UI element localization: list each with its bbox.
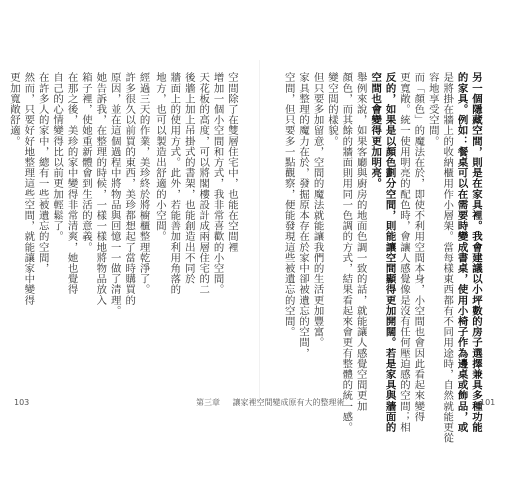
text-line: 後牆上加上吊掛式的書架，也能創造出不同於 (182, 72, 195, 284)
text-line: 空間也會變得更加明亮。 (369, 72, 382, 189)
text-line: 容地享受空間。 (426, 72, 439, 147)
text-line: 自己的心情變得比以前更加輕鬆了。 (51, 72, 64, 242)
text-line: 箱子裡，使她重新體會到生活的意義。 (79, 72, 92, 253)
text-line: 在許多人的家中，總有一些被遺忘的空間， (36, 72, 49, 274)
left-page-number: 103 (14, 398, 30, 407)
text-line: 更加寬敞舒適。 (7, 72, 20, 147)
text-line: 空間除了在雙層住宅中，也能在空間裡 (226, 72, 238, 253)
text-line: 的家具。例如：餐桌可以在需要時變成書桌，使用小椅子作為邊桌或飾品，或 (455, 72, 468, 433)
chapter-title: 讓家裡空間變成原有大的整理術 (232, 398, 345, 407)
text-line: 而「顏色」的魔法在於，即使不利用空間本身，小空間也會因此看起來變得 (412, 72, 425, 422)
text-line: 經過三天的作業，美珍終於將櫥櫃整理乾淨了。 (137, 72, 150, 295)
text-line: 原因，並在這個過程中將物品與回憶一一做了清理。 (108, 72, 121, 316)
text-line: 許多很久以前買的東西，美珍都想起了當時購買的 (123, 72, 136, 306)
text-line: 天花板的高度，可以將閣樓設計成兩層住宅的二 (197, 72, 210, 295)
text-line: 增加一個小空間和方式，我非常喜歡的小空間。 (211, 72, 224, 295)
running-footer (196, 397, 355, 408)
text-line: 變空間的樣貌。 (325, 72, 338, 147)
text-line: 另一個隱藏空間，則是在家具裡。我會建議以小坪數的房子選擇兼具多種功能 (470, 72, 482, 433)
page-gutter (259, 60, 260, 400)
text-line: 反的，如果是以顏色劃分空間，則能讓空間顯得更加開闊。若是家具與牆面的 (383, 72, 396, 433)
right-page-number: 101 (480, 398, 496, 407)
text-line: 舉例來說，如果客廳與廚房的地面色調一致的話，就能讓人感覺空間更加 (354, 72, 367, 412)
text-line: 顏色，而其餘的牆面則用同一色調的方式，結果看起來會更有整體的統一感。 (340, 72, 353, 433)
text-line: 但只要多加留意，空間的魔法就能讓我們的生活更加豐富。 (311, 72, 324, 348)
text-line: 更寬敞。統一使用明亮的配色時，會讓人感覺像是沒有任何壓迫感的空間；相 (397, 72, 410, 433)
text-line: 她告訴我，在整理的時候，一樣一樣地將物品放入 (94, 72, 107, 306)
left-page (7, 72, 238, 390)
text-line: 空間，但只要多一點觀察，便能發現這些被遺忘的空間。 (282, 72, 295, 337)
text-line: 然而，只要好好地整理這些空間，就能讓家中變得 (22, 72, 35, 306)
text-line: 牆面上的使用方式。此外，若能善加利用角落的 (168, 72, 181, 295)
text-line: 地方，也可以製造出舒適的小空間。 (153, 72, 166, 242)
text-line: 是將掛在牆上的收納櫃用作小層架。當每樣東西都有不同用途時，自然就能更從 (441, 72, 454, 443)
chapter-label: 第三章 (196, 398, 220, 407)
text-line: 家具整理的魔力在於，發掘原本存在於家中卻被遺忘的空間， (297, 72, 310, 359)
text-line: 在那之後，美珍的家中變得非常清爽，她也覺得 (65, 72, 78, 295)
